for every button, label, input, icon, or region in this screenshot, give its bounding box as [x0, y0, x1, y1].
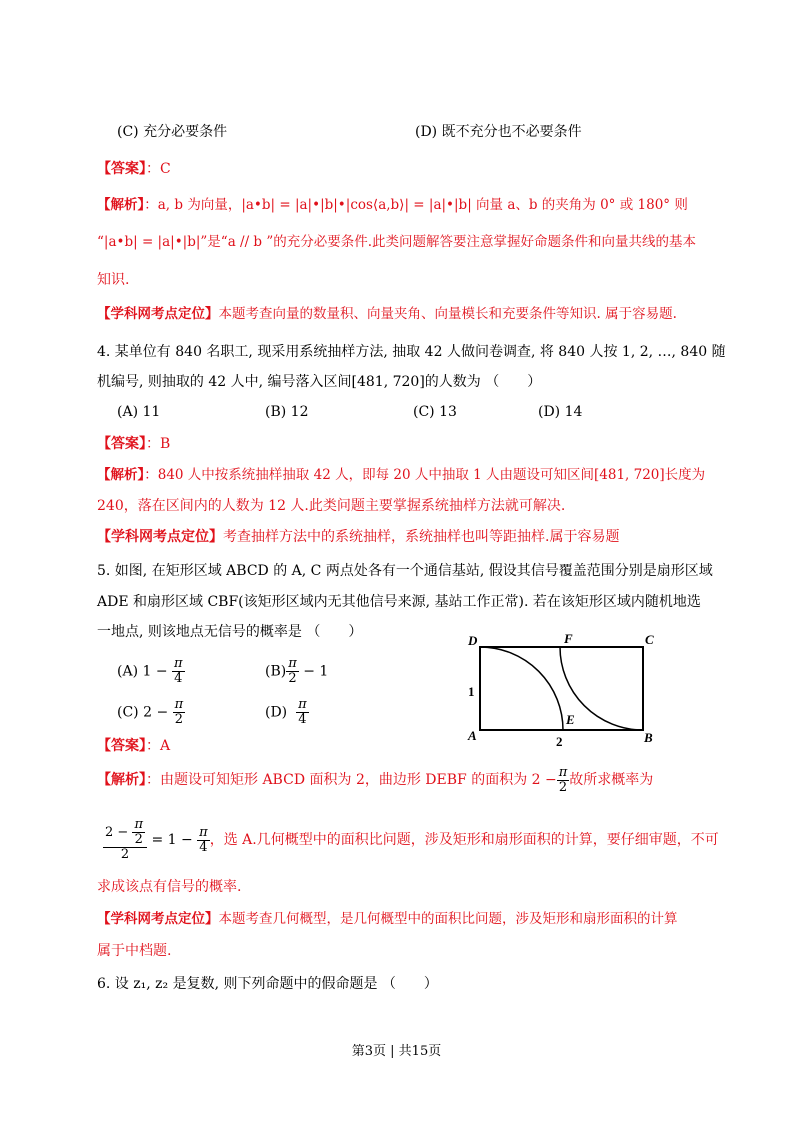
q5-stem-3: 一地点, 则该地点无信号的概率是 （ ）: [97, 624, 363, 640]
q5-analysis-3: 求成该点有信号的概率.: [97, 879, 242, 895]
fraction: [286, 657, 299, 686]
denominator: 2: [174, 712, 184, 727]
denominator: 2: [120, 847, 130, 862]
q5-stem-1: 5. 如图, 在矩形区域 ABCD 的 A, C 两点处各有一个通信基站, 假设其信号覆盖范围分别是扇形区域: [97, 563, 713, 579]
denominator: 4: [199, 839, 208, 855]
analysis-text: ：由题设可知矩形 ABCD 面积为 2，曲边形 DEBF 的面积为 2 −: [146, 772, 557, 788]
label-b: B: [644, 730, 653, 745]
numerator: 2 − $\frac{\pi}{2}$: [103, 818, 147, 848]
q5-point-1: [97, 910, 678, 928]
q4-point: [97, 528, 619, 546]
fraction: [197, 826, 210, 855]
analysis-label: 【解析】: [97, 197, 145, 213]
q4-option-c: (C) 13: [413, 404, 457, 420]
option-tail: − 1: [303, 663, 329, 680]
analysis-text: ：840 人中按系统抽样抽取 42 人，即每 20 人中抽取 1 人由题设可知区间[481, 720]长度为: [144, 467, 706, 483]
q5-option-a: [117, 657, 185, 686]
point-label: 【学科网考点定位】: [97, 911, 219, 927]
answer-value: ：C: [146, 161, 171, 177]
answer-label: 【答案】: [97, 738, 146, 754]
q3-point: [97, 305, 677, 323]
point-text: 考查抽样方法中的系统抽样，系统抽样也叫等距抽样.属于容易题: [223, 529, 620, 545]
q5-formula: [103, 818, 719, 862]
q5-stem-2: ADE 和扇形区域 CBF(该矩形区域内无其他信号来源, 基站工作正常). 若在该矩形区域内随机地选: [97, 594, 701, 610]
denominator: 2: [134, 832, 143, 847]
numerator: π: [298, 697, 307, 712]
numerator: π: [134, 817, 143, 832]
q5-option-b: [265, 657, 328, 686]
point-label: 【学科网考点定位】: [97, 529, 223, 545]
fraction: [172, 657, 185, 686]
denominator: 2: [288, 671, 297, 686]
label-e: E: [566, 712, 575, 727]
q4-option-d: (D) 14: [538, 404, 583, 420]
q5-option-d: [265, 698, 309, 727]
q3-analysis-2: “|a•b| = |a|•|b|”是“a // b ”的充分必要条件.此类问题解答要注意掌握好命题条件和向量共线的基本: [97, 234, 697, 250]
analysis-label: 【解析】: [97, 772, 146, 788]
analysis-text: ：a, b 为向量，|a•b| = |a|•|b|•|cos⟨a,b⟩| = |a|•|b| 向量 a、b 的夹角为 0° 或 180° 则: [144, 197, 688, 213]
q3-answer: [97, 160, 171, 178]
arc-de: [480, 647, 563, 730]
denominator: 4: [174, 671, 183, 686]
fraction: [173, 698, 186, 727]
answer-label: 【答案】: [97, 436, 146, 452]
point-text: 本题考查几何概型，是几何概型中的面积比问题，涉及矩形和扇形面积的计算: [218, 911, 678, 927]
option-label: (B): [265, 663, 287, 680]
q5-answer: [97, 737, 170, 755]
q3-option-d: (D) 既不充分也不必要条件: [415, 124, 582, 140]
label-f: F: [564, 631, 573, 646]
option-label: (D): [265, 704, 288, 721]
rectangle-figure: [460, 628, 660, 753]
q4-option-a: (A) 11: [117, 404, 161, 420]
fraction: [557, 766, 570, 795]
label-side-1: 1: [468, 684, 475, 699]
fraction: [296, 698, 309, 727]
q4-stem-2: 机编号, 则抽取的 42 人中, 编号落入区间[481, 720]的人数为 （ ）: [97, 374, 542, 390]
q3-analysis-3: 知识.: [97, 272, 130, 288]
option-label: (A) 1 −: [117, 663, 168, 680]
q4-stem-1: 4. 某单位有 840 名职工, 现采用系统抽样方法, 抽取 42 人做问卷调查, 将 840 人按 1, 2, …, 840 随: [97, 344, 726, 360]
q4-option-b: (B) 12: [265, 404, 309, 420]
answer-value: ：A: [146, 738, 171, 754]
equals: = 1 −: [151, 832, 193, 848]
q5-option-c: [117, 698, 185, 727]
denominator: 2: [558, 779, 568, 795]
point-text: 本题考查向量的数量积、向量夹角、向量模长和充要条件等知识. 属于容易题.: [218, 306, 677, 322]
q6-stem: 6. 设 z₁, z₂ 是复数, 则下列命题中的假命题是 （ ）: [97, 976, 438, 992]
numerator: π: [199, 824, 208, 840]
fraction: [132, 818, 145, 847]
label-a: A: [468, 728, 477, 743]
answer-value: ：B: [146, 436, 171, 452]
label-d: D: [468, 633, 478, 648]
numerator: π: [558, 764, 568, 780]
option-label: (C) 2 −: [117, 704, 169, 721]
numerator: π: [174, 656, 183, 671]
q4-analysis-1: [97, 466, 705, 484]
point-label: 【学科网考点定位】: [97, 306, 219, 322]
label-side-2: 2: [556, 734, 563, 749]
q3-option-c: (C) 充分必要条件: [117, 124, 228, 140]
denominator: 4: [298, 712, 307, 727]
q5-analysis-1: [97, 765, 653, 795]
q5-point-2: 属于中档题.: [97, 943, 172, 959]
big-fraction: [103, 818, 147, 862]
numerator: π: [288, 656, 297, 671]
q4-analysis-2: 240，落在区间内的人数为 12 人.此类问题主要掌握系统抽样方法就可解决.: [97, 498, 566, 514]
analysis-text: ，选 A.几何概型中的面积比问题，涉及矩形和扇形面积的计算，要仔细审题，不可: [209, 832, 719, 848]
analysis-label: 【解析】: [97, 467, 145, 483]
q4-answer: [97, 435, 170, 453]
label-c: C: [645, 632, 654, 647]
page-footer: 第3页 | 共15页: [351, 1044, 442, 1059]
answer-label: 【答案】: [97, 161, 146, 177]
numerator: π: [174, 697, 184, 712]
analysis-tail: 故所求概率为: [569, 772, 654, 788]
q3-analysis-1: [97, 196, 688, 214]
